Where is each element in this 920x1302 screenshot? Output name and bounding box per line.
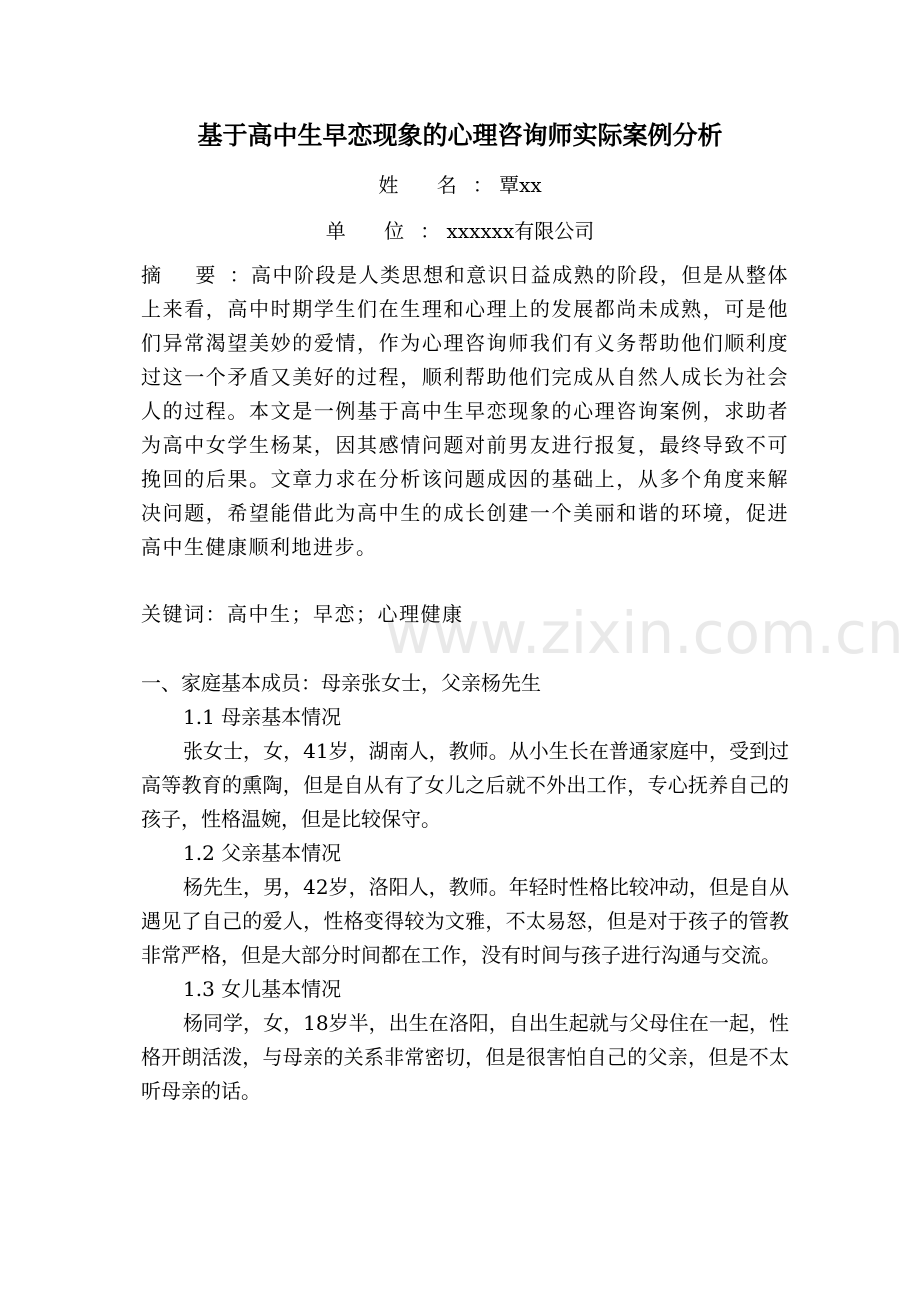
section-family-members <box>141 666 789 1108</box>
organization-value: xxxxxx有限公司 <box>446 219 595 243</box>
abstract-label: 摘 要 <box>141 263 230 287</box>
abstract-paragraph <box>141 258 789 564</box>
organization-separator: ： <box>420 219 441 243</box>
subsection-heading-mother: 1.1 母亲基本情况 <box>183 705 342 729</box>
subsection-heading-father: 1.2 父亲基本情况 <box>183 841 342 865</box>
organization-line <box>0 216 920 246</box>
paragraph-father: 杨先生，男，42岁，洛阳人，教师。年轻时性格比较冲动，但是自从遇见了自己的爱人，性格变得较为文雅，不太易怒，但是对于孩子的管教非常严格，但是大部分时间都在工作，没有时间与孩子进行沟通与交流。 <box>141 875 789 967</box>
author-separator: ： <box>472 173 493 197</box>
watermark: www.zixin.com.cn <box>385 599 904 667</box>
section-heading: 一、家庭基本成员：母亲张女士，父亲杨先生 <box>141 671 541 695</box>
abstract-text: ：高中阶段是人类思想和意识日益成熟的阶段，但是从整体上来看，高中时期学生们在生理和心理上的发展都尚未成熟，可是他们异常渴望美妙的爱情，作为心理咨询师我们有义务帮助他们顺利度过这一个矛盾又美好的过程，顺利帮助他们完成从自然人成长为社会人的过程。本文是一例基于高中生早恋现象的心理咨询案例，求助者为高中女学生杨某，因其感情问题对前男友进行报复，最终导致不可挽回的后果。文章力求在分析该问题成因的基础上，从多个角度来解决问题，希望能借此为高中生的成长创建一个美丽和谐的环境，促进高中生健康顺利地进步。 <box>141 263 790 559</box>
keywords-line: 关键词：高中生；早恋；心理健康 <box>141 602 464 626</box>
author-line <box>0 170 920 200</box>
author-value: 覃xx <box>499 173 542 197</box>
organization-label: 单 位 <box>325 219 421 243</box>
document-title: 基于高中生早恋现象的心理咨询师实际案例分析 <box>197 121 723 150</box>
paragraph-daughter: 杨同学，女，18岁半，出生在洛阳，自出生起就与父母住在一起，性格开朗活泼，与母亲的关系非常密切，但是很害怕自己的父亲，但是不太听母亲的话。 <box>141 1011 789 1103</box>
author-label: 姓 名 <box>378 173 473 197</box>
subsection-heading-daughter: 1.3 女儿基本情况 <box>183 977 342 1001</box>
paragraph-mother: 张女士，女，41岁，湖南人，教师。从小生长在普通家庭中，受到过高等教育的熏陶，但是自从有了女儿之后就不外出工作，专心抚养自己的孩子，性格温婉，但是比较保守。 <box>141 739 789 831</box>
